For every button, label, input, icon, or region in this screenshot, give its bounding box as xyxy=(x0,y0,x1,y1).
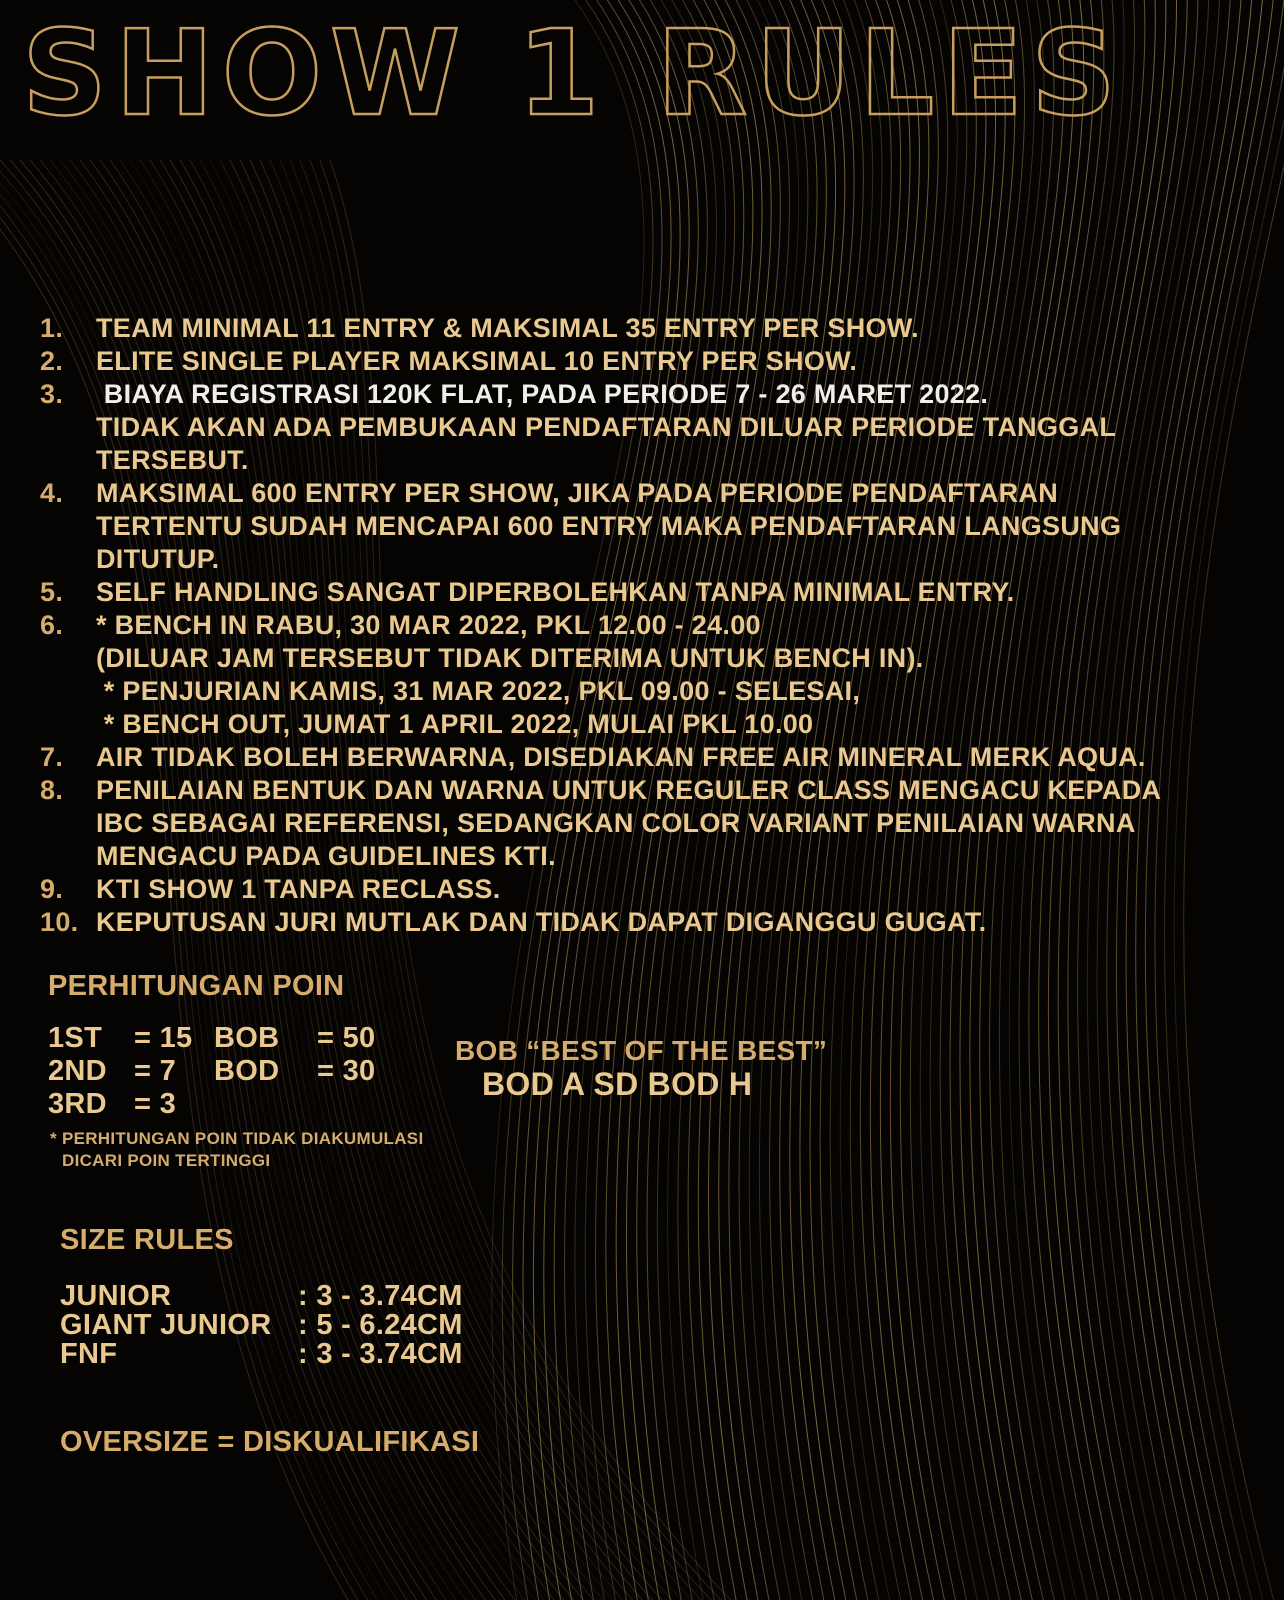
rule-text xyxy=(96,477,1260,576)
size-rules-table xyxy=(60,1282,463,1369)
size-value: : 3 - 3.74CM xyxy=(298,1280,463,1312)
rule-item xyxy=(40,576,1260,609)
rule-item xyxy=(40,378,1260,477)
rule-line: TERSEBUT. xyxy=(96,445,249,475)
rule-item xyxy=(40,609,1260,741)
points-place: 1ST xyxy=(48,1022,103,1054)
rule-number: 9. xyxy=(40,874,64,904)
rule-text xyxy=(96,312,1260,345)
rules-list xyxy=(40,312,1260,939)
points-place-value: = 3 xyxy=(134,1088,177,1120)
poster-title: SHOW 1 RULES xyxy=(22,4,1124,142)
rule-item xyxy=(40,774,1260,873)
rule-number: 7. xyxy=(40,742,64,772)
rule-line: KTI SHOW 1 TANPA RECLASS. xyxy=(96,874,501,904)
rule-number: 3. xyxy=(40,379,64,409)
rule-number: 2. xyxy=(40,346,64,376)
rule-line: KEPUTUSAN JURI MUTLAK DAN TIDAK DAPAT DIGANGGU GUGAT. xyxy=(96,907,987,937)
points-award-value: = 50 xyxy=(317,1022,376,1054)
points-title: PERHITUNGAN POIN xyxy=(48,970,345,1002)
rule-item xyxy=(40,477,1260,576)
points-award: BOD xyxy=(214,1055,280,1087)
size-label: JUNIOR xyxy=(60,1280,172,1312)
size-rules-title: SIZE RULES xyxy=(60,1224,234,1256)
rule-number: 8. xyxy=(40,775,64,805)
rule-line: (DILUAR JAM TERSEBUT TIDAK DITERIMA UNTUK BENCH IN). xyxy=(96,643,924,673)
size-row xyxy=(60,1282,463,1311)
points-place-value: = 7 xyxy=(134,1055,177,1087)
rule-number: 5. xyxy=(40,577,64,607)
size-label: GIANT JUNIOR xyxy=(60,1309,272,1341)
points-place: 2ND xyxy=(48,1055,107,1087)
rule-text xyxy=(96,774,1260,873)
rule-line: * BENCH IN RABU, 30 MAR 2022, PKL 12.00 - 24.00 xyxy=(96,610,761,640)
bod-description: BOD A SD BOD H xyxy=(482,1066,753,1102)
rule-line: IBC SEBAGAI REFERENSI, SEDANGKAN COLOR VARIANT PENILAIAN WARNA xyxy=(96,808,1136,838)
rule-line: ELITE SINGLE PLAYER MAKSIMAL 10 ENTRY PER SHOW. xyxy=(96,346,858,376)
points-award: BOB xyxy=(214,1022,280,1054)
size-row xyxy=(60,1311,463,1340)
points-row xyxy=(48,1022,397,1055)
rule-number: 4. xyxy=(40,478,64,508)
rule-line: * PENJURIAN KAMIS, 31 MAR 2022, PKL 09.00 - SELESAI, xyxy=(96,676,861,706)
points-award xyxy=(214,1088,317,1121)
rule-text xyxy=(96,378,1260,477)
rule-number: 10. xyxy=(40,907,79,937)
rule-text xyxy=(96,576,1260,609)
rule-item xyxy=(40,741,1260,774)
rule-line: TEAM MINIMAL 11 ENTRY & MAKSIMAL 35 ENTRY PER SHOW. xyxy=(96,313,919,343)
rule-item xyxy=(40,906,1260,939)
points-award-value: = 30 xyxy=(317,1055,376,1087)
rule-line: BIAYA REGISTRASI 120K FLAT, PADA PERIODE 7 - 26 MARET 2022. xyxy=(96,379,989,409)
points-row xyxy=(48,1055,397,1088)
points-row xyxy=(48,1088,397,1121)
size-label: FNF xyxy=(60,1338,118,1370)
rule-line: MENGACU PADA GUIDELINES KTI. xyxy=(96,841,556,871)
points-award-value xyxy=(317,1088,397,1121)
points-note xyxy=(50,1128,423,1172)
rule-text xyxy=(96,345,1260,378)
points-note-line-1: * PERHITUNGAN POIN TIDAK DIAKUMULASI xyxy=(50,1129,424,1148)
rule-line: DITUTUP. xyxy=(96,544,220,574)
rule-number: 1. xyxy=(40,313,64,343)
rule-number: 6. xyxy=(40,610,64,640)
points-table xyxy=(48,1022,397,1121)
points-place: 3RD xyxy=(48,1088,107,1120)
rule-item xyxy=(40,345,1260,378)
bob-description: BOB “BEST OF THE BEST” xyxy=(455,1035,828,1066)
rule-text xyxy=(96,741,1260,774)
rule-line: * BENCH OUT, JUMAT 1 APRIL 2022, MULAI PKL 10.00 xyxy=(96,709,814,739)
rule-line: TERTENTU SUDAH MENCAPAI 600 ENTRY MAKA PENDAFTARAN LANGSUNG xyxy=(96,511,1122,541)
rule-line: PENILAIAN BENTUK DAN WARNA UNTUK REGULER CLASS MENGACU KEPADA xyxy=(96,775,1162,805)
rule-item xyxy=(40,873,1260,906)
rule-line: AIR TIDAK BOLEH BERWARNA, DISEDIAKAN FREE AIR MINERAL MERK AQUA. xyxy=(96,742,1146,772)
rule-text xyxy=(96,873,1260,906)
points-place-value: = 15 xyxy=(134,1022,193,1054)
size-row xyxy=(60,1340,463,1369)
rule-line: SELF HANDLING SANGAT DIPERBOLEHKAN TANPA MINIMAL ENTRY. xyxy=(96,577,1015,607)
rule-line: TIDAK AKAN ADA PEMBUKAAN PENDAFTARAN DILUAR PERIODE TANGGAL xyxy=(96,412,1117,442)
size-value: : 3 - 3.74CM xyxy=(298,1338,463,1370)
rule-item xyxy=(40,312,1260,345)
rule-text xyxy=(96,609,1260,741)
rule-line: MAKSIMAL 600 ENTRY PER SHOW, JIKA PADA PERIODE PENDAFTARAN xyxy=(96,478,1059,508)
size-value: : 5 - 6.24CM xyxy=(298,1309,463,1341)
points-note-line-2: DICARI POIN TERTINGGI xyxy=(62,1151,271,1170)
rule-text xyxy=(96,906,1260,939)
oversize-rule: OVERSIZE = DISKUALIFIKASI xyxy=(60,1426,480,1458)
